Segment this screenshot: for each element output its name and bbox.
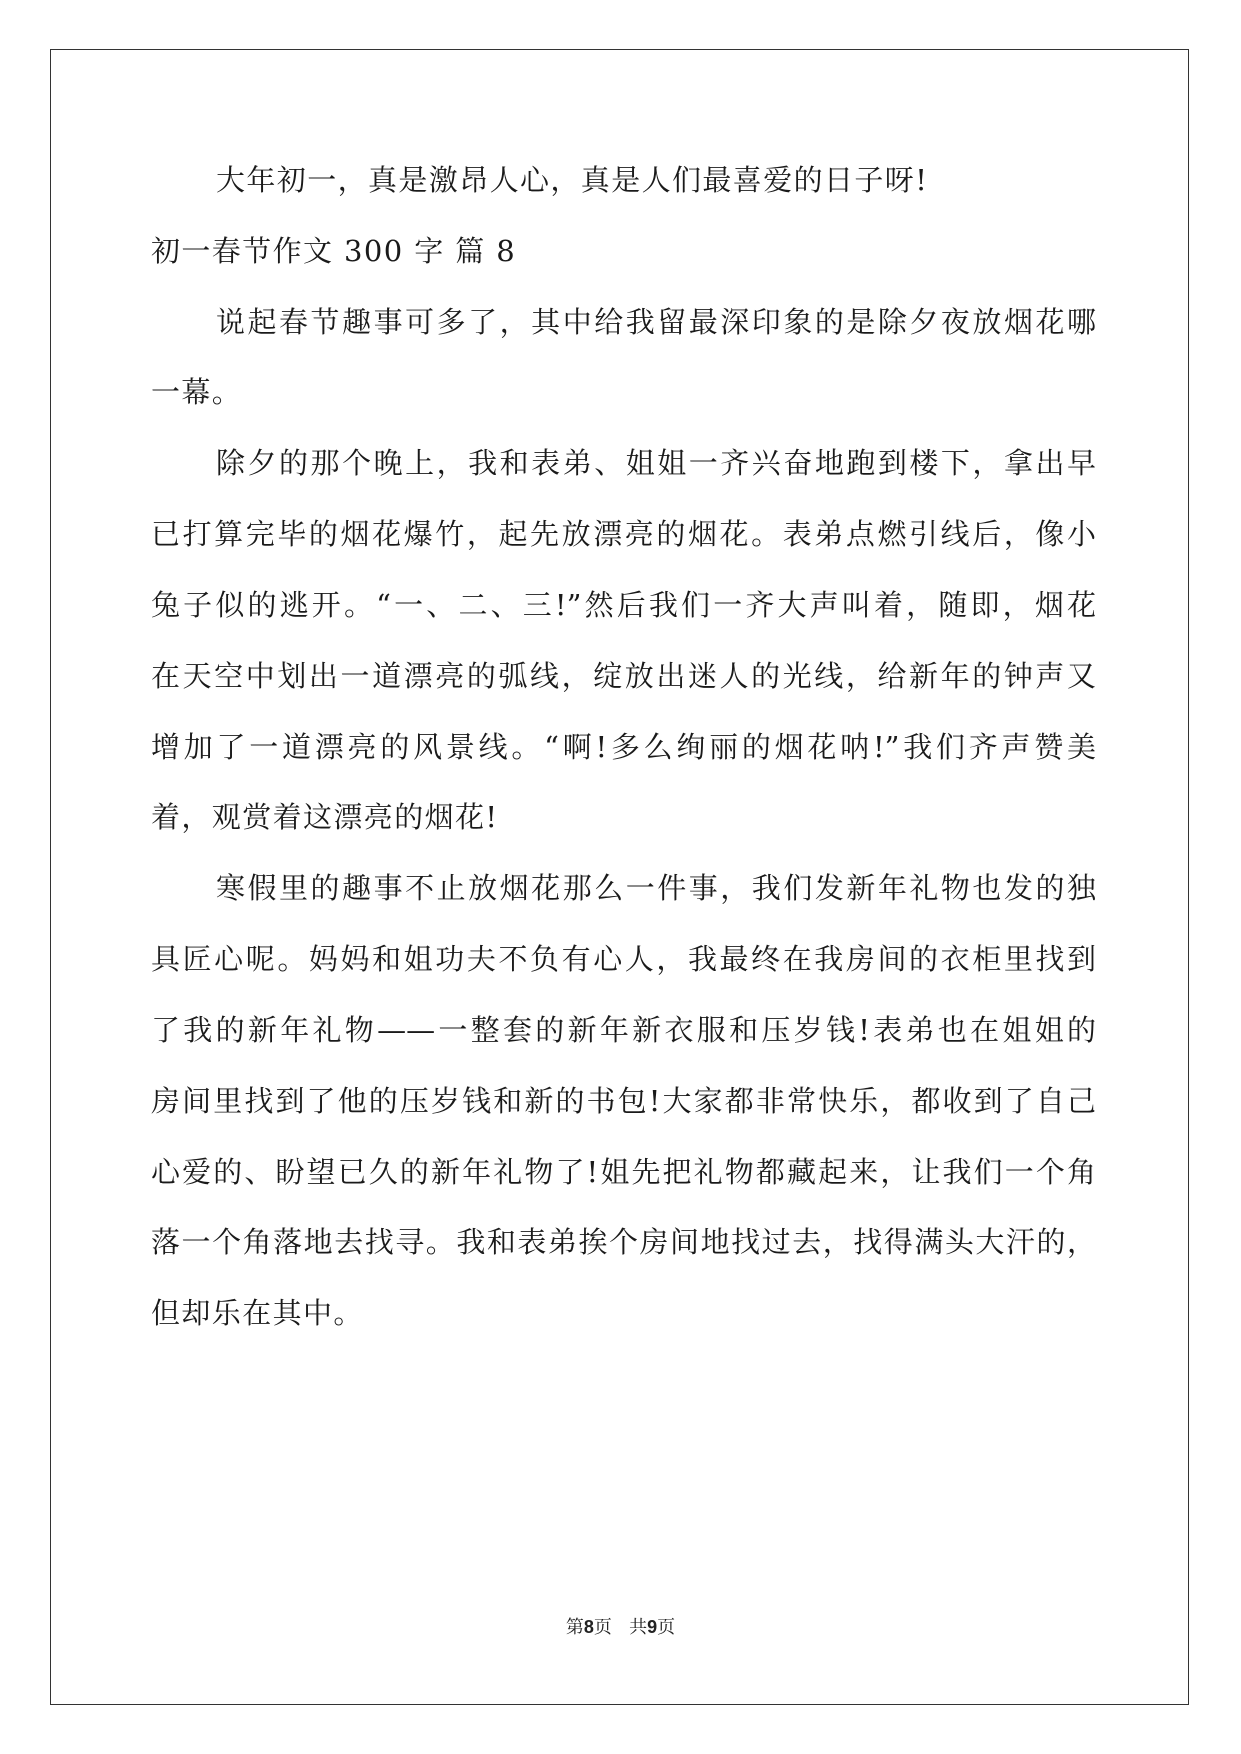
page-footer — [0, 1615, 1241, 1640]
section-heading: 初一春节作文 300 字 篇 8 — [151, 234, 517, 268]
paragraph-line: 除夕的那个晚上，我和表弟、姐姐一齐兴奋地跑到楼下，拿出早 — [216, 446, 1096, 480]
paragraph-line: 着，观赏着这漂亮的烟花! — [151, 800, 499, 834]
paragraph-line: 在天空中划出一道漂亮的弧线，绽放出迷人的光线，给新年的钟声又 — [151, 659, 1096, 693]
paragraph-line: 兔子似的逃开。“一、二、三!”然后我们一齐大声叫着，随即，烟花 — [151, 588, 1096, 622]
paragraph-line: 一幕。 — [151, 375, 243, 409]
paragraph-line: 寒假里的趣事不止放烟花那么一件事，我们发新年礼物也发的独 — [216, 871, 1096, 905]
paragraph-line: 房间里找到了他的压岁钱和新的书包!大家都非常快乐，都收到了自己 — [151, 1084, 1096, 1118]
footer-prefix: 第 — [565, 1617, 584, 1638]
total-page-number: 9 — [647, 1617, 658, 1637]
footer-suffix: 页 — [657, 1617, 676, 1638]
paragraph-line: 了我的新年礼物——一整套的新年新衣服和压岁钱!表弟也在姐姐的 — [151, 1013, 1096, 1047]
paragraph-line: 心爱的、盼望已久的新年礼物了!姐先把礼物都藏起来，让我们一个角 — [151, 1155, 1096, 1189]
paragraph-line: 大年初一，真是激昂人心，真是人们最喜爱的日子呀! — [216, 163, 929, 197]
footer-mid: 页 共 — [593, 1617, 648, 1638]
paragraph-line: 增加了一道漂亮的风景线。“啊!多么绚丽的烟花呐!”我们齐声赞美 — [151, 730, 1096, 764]
paragraph-line: 具匠心呢。妈妈和姐功夫不负有心人，我最终在我房间的衣柜里找到 — [151, 942, 1096, 976]
paragraph-line: 落一个角落地去找寻。我和表弟挨个房间地找过去，找得满头大汗的， — [151, 1225, 1096, 1259]
current-page-number: 8 — [583, 1617, 594, 1637]
paragraph-line: 但却乐在其中。 — [151, 1296, 364, 1330]
paragraph-line: 已打算完毕的烟花爆竹，起先放漂亮的烟花。表弟点燃引线后，像小 — [151, 517, 1096, 551]
paragraph-line: 说起春节趣事可多了，其中给我留最深印象的是除夕夜放烟花哪 — [216, 305, 1096, 339]
